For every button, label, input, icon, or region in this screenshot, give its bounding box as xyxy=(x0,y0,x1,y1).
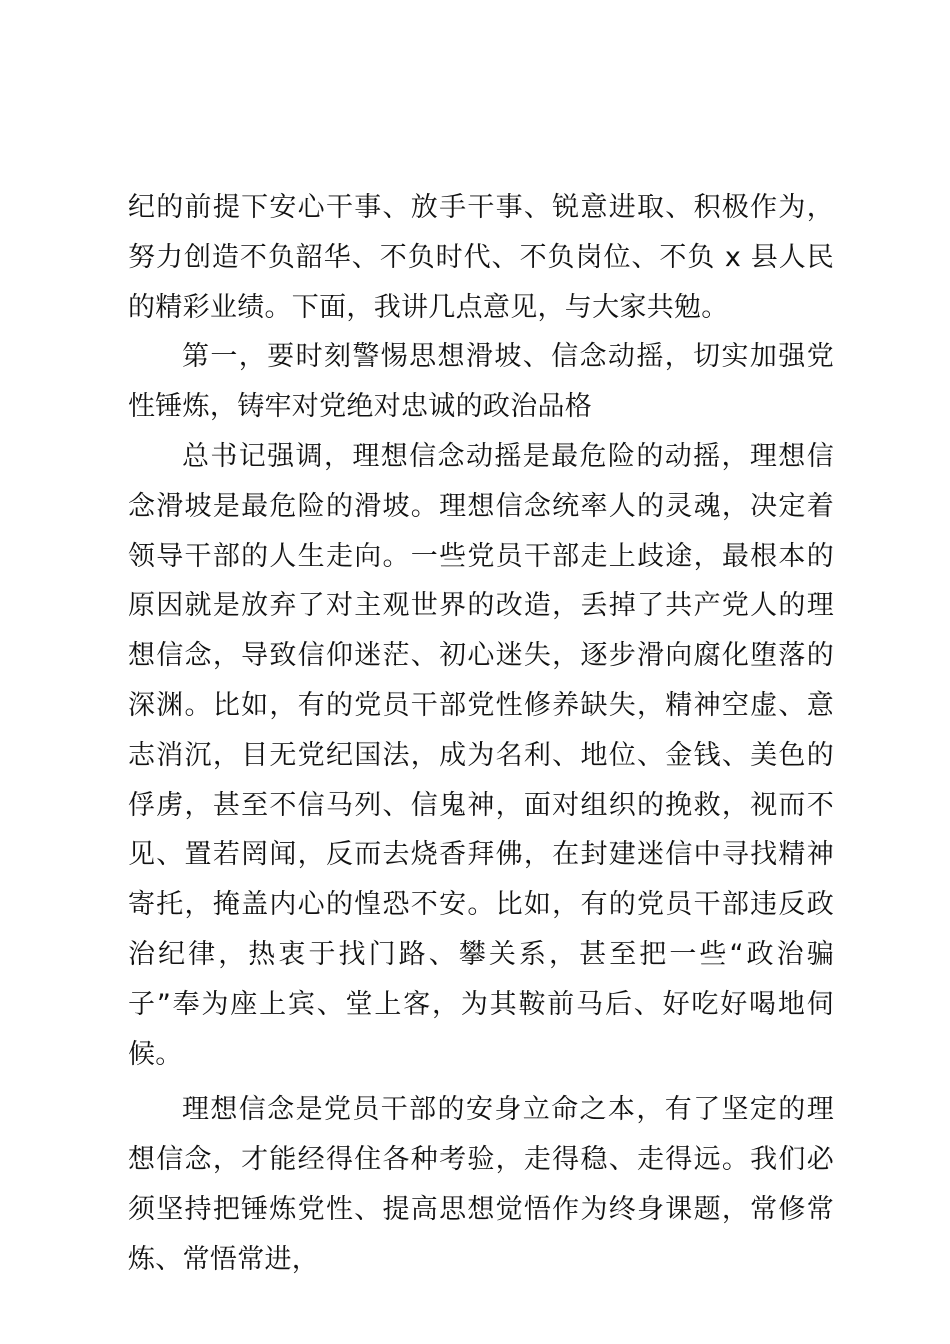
paragraph-body-2: 理想信念是党员干部的安身立命之本，有了坚定的理想信念，才能经得住各种考验，走得稳、走得远。我们必须坚持把锤炼党性、提高思想觉悟作为终身课题，常修常炼、常悟常进， xyxy=(128,1094,834,1275)
paragraph-body-1: 总书记强调，理想信念动摇是最危险的动摇，理想信念滑坡是最危险的滑坡。理想信念统率人的灵魂，决定着领导干部的人生走向。一些党员干部走上歧途，最根本的原因就是放弃了对主观世界的改造，丢掉了共产党人的理想信念，导致信仰迷茫、初心迷失，逐步滑向腐化堕落的深渊。比如，有的党员干部党性修养缺失，精神空虚、意志消沉，目无党纪国法，成为名利、地位、金钱、美色的俘虏，甚至不信马列、信鬼神，面对组织的挽救，视而不见、置若罔闻，反而去烧香拜佛，在封建迷信中寻找精神寄托，掩盖内心的惶恐不安。比如，有的党员干部违反政治纪律，热衷于找门路、攀关系，甚至把一些“政治骗子”奉为座上宾、堂上客，为其鞍前马后、好吃好喝地伺候。 xyxy=(128,440,834,1070)
section-heading-1: 第一，要时刻警惕思想滑坡、信念动摇，切实加强党性锤炼，铸牢对党绝对忠诚的政治品格 xyxy=(128,341,834,423)
document-body xyxy=(128,183,834,1285)
paragraph-continuation: 纪的前提下安心干事、放手干事、锐意进取、积极作为，努力创造不负韶华、不负时代、不负岗位、不负 x 县人民的精彩业绩。下面，我讲几点意见，与大家共勉。 xyxy=(128,192,834,323)
